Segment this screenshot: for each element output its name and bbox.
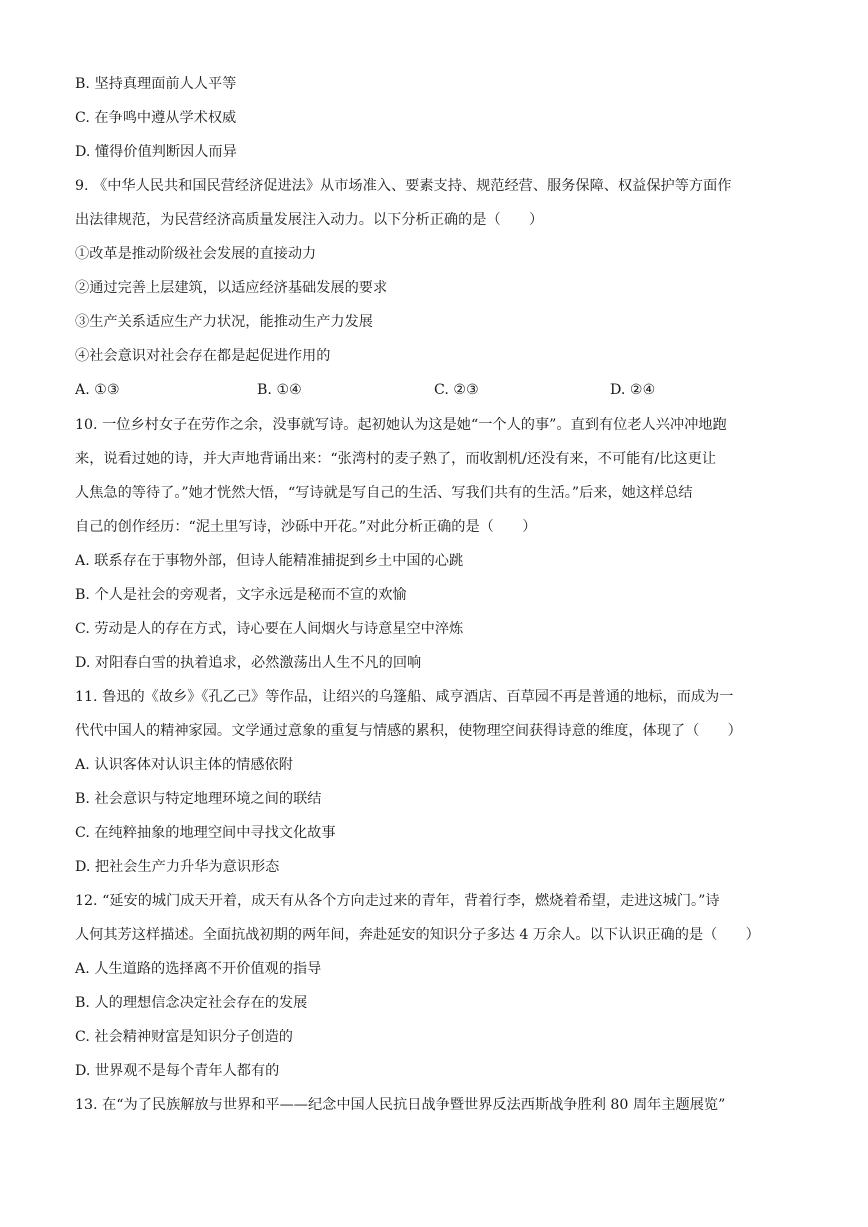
q11-option-b: B. 社会意识与特定地理环境之间的联结 xyxy=(75,791,322,807)
q9-choice-a: A. ①③ xyxy=(75,382,120,398)
q11-option-c: C. 在纯粹抽象的地理空间中寻找文化故事 xyxy=(75,825,336,841)
q9-choice-c: C. ②③ xyxy=(434,382,479,398)
q12-option-d: D. 世界观不是每个青年人都有的 xyxy=(75,1063,280,1079)
q12-option-a: A. 人生道路的选择离不开价值观的指导 xyxy=(75,961,322,977)
q8-option-b: B. 坚持真理面前人人平等 xyxy=(75,76,237,92)
q9-statement-2: ②通过完善上层建筑，以适应经济基础发展的要求 xyxy=(75,280,388,296)
q11-stem-line: 代代中国人的精神家园。文学通过意象的重复与情感的累积，使物理空间获得诗意的维度，体现了（ ） xyxy=(75,723,742,739)
q11-stem-line: 11. 鲁迅的《故乡》《孔乙己》等作品，让绍兴的乌篷船、咸亨酒店、百草园不再是普通的地标，而成为一 xyxy=(75,689,734,705)
q11-option-a: A. 认识客体对认识主体的情感依附 xyxy=(75,757,293,773)
q9-stem-line: 9. 《中华人民共和国民营经济促进法》从市场准入、要素支持、规范经营、服务保障、权益保护等方面作 xyxy=(75,178,732,194)
q10-stem-line: 人焦急的等待了。”她才恍然大悟，“写诗就是写自己的生活、写我们共有的生活。”后来，她这样总结 xyxy=(75,485,693,501)
q10-stem-line: 来，说看过她的诗，并大声地背诵出来：“张湾村的麦子熟了，而收割机/还没有来，不可能有/比这更让 xyxy=(75,451,717,467)
q12-stem-line: 12. “延安的城门成天开着，成天有从各个方向走过来的青年，背着行李，燃烧着希望，走进这城门。”诗 xyxy=(75,893,720,909)
q10-option-c: C. 劳动是人的存在方式，诗心要在人间烟火与诗意星空中淬炼 xyxy=(75,621,464,637)
q12-stem-line: 人何其芳这样描述。全面抗战初期的两年间，奔赴延安的知识分子多达 4 万余人。以下认识正确的是（ ） xyxy=(75,927,760,943)
q8-option-d: D. 懂得价值判断因人而异 xyxy=(75,144,237,160)
q10-option-b: B. 个人是社会的旁观者，文字永远是秘而不宣的欢愉 xyxy=(75,587,407,603)
q9-statement-1: ①改革是推动阶级社会发展的直接动力 xyxy=(75,246,317,262)
q9-choice-b: B. ①④ xyxy=(257,382,302,398)
q9-choices-row xyxy=(75,380,795,400)
q10-option-a: A. 联系存在于事物外部，但诗人能精准捕捉到乡土中国的心跳 xyxy=(75,553,464,569)
q9-stem-line: 出法律规范，为民营经济高质量发展注入动力。以下分析正确的是（ ） xyxy=(75,212,544,228)
q11-option-d: D. 把社会生产力升华为意识形态 xyxy=(75,859,280,875)
q9-statement-4: ④社会意识对社会存在都是起促进作用的 xyxy=(75,348,331,364)
q12-option-b: B. 人的理想信念决定社会存在的发展 xyxy=(75,995,308,1011)
q10-option-d: D. 对阳春白雪的执着追求，必然激荡出人生不凡的回响 xyxy=(75,655,422,671)
q9-statement-3: ③生产关系适应生产力状况，能推动生产力发展 xyxy=(75,314,373,330)
q9-choice-d: D. ②④ xyxy=(610,382,656,398)
q8-option-c: C. 在争鸣中遵从学术权威 xyxy=(75,110,237,126)
q13-stem-line: 13. 在“为了民族解放与世界和平——纪念中国人民抗日战争暨世界反法西斯战争胜利 80 周年主题展览” xyxy=(75,1097,726,1113)
q12-option-c: C. 社会精神财富是知识分子创造的 xyxy=(75,1029,293,1045)
q10-stem-line: 自己的创作经历：“泥土里写诗，沙砾中开花。”对此分析正确的是（ ） xyxy=(75,519,537,535)
q10-stem-line: 10. 一位乡村女子在劳作之余，没事就写诗。起初她认为这是她“一个人的事”。直到有位老人兴冲冲地跑 xyxy=(75,417,727,433)
